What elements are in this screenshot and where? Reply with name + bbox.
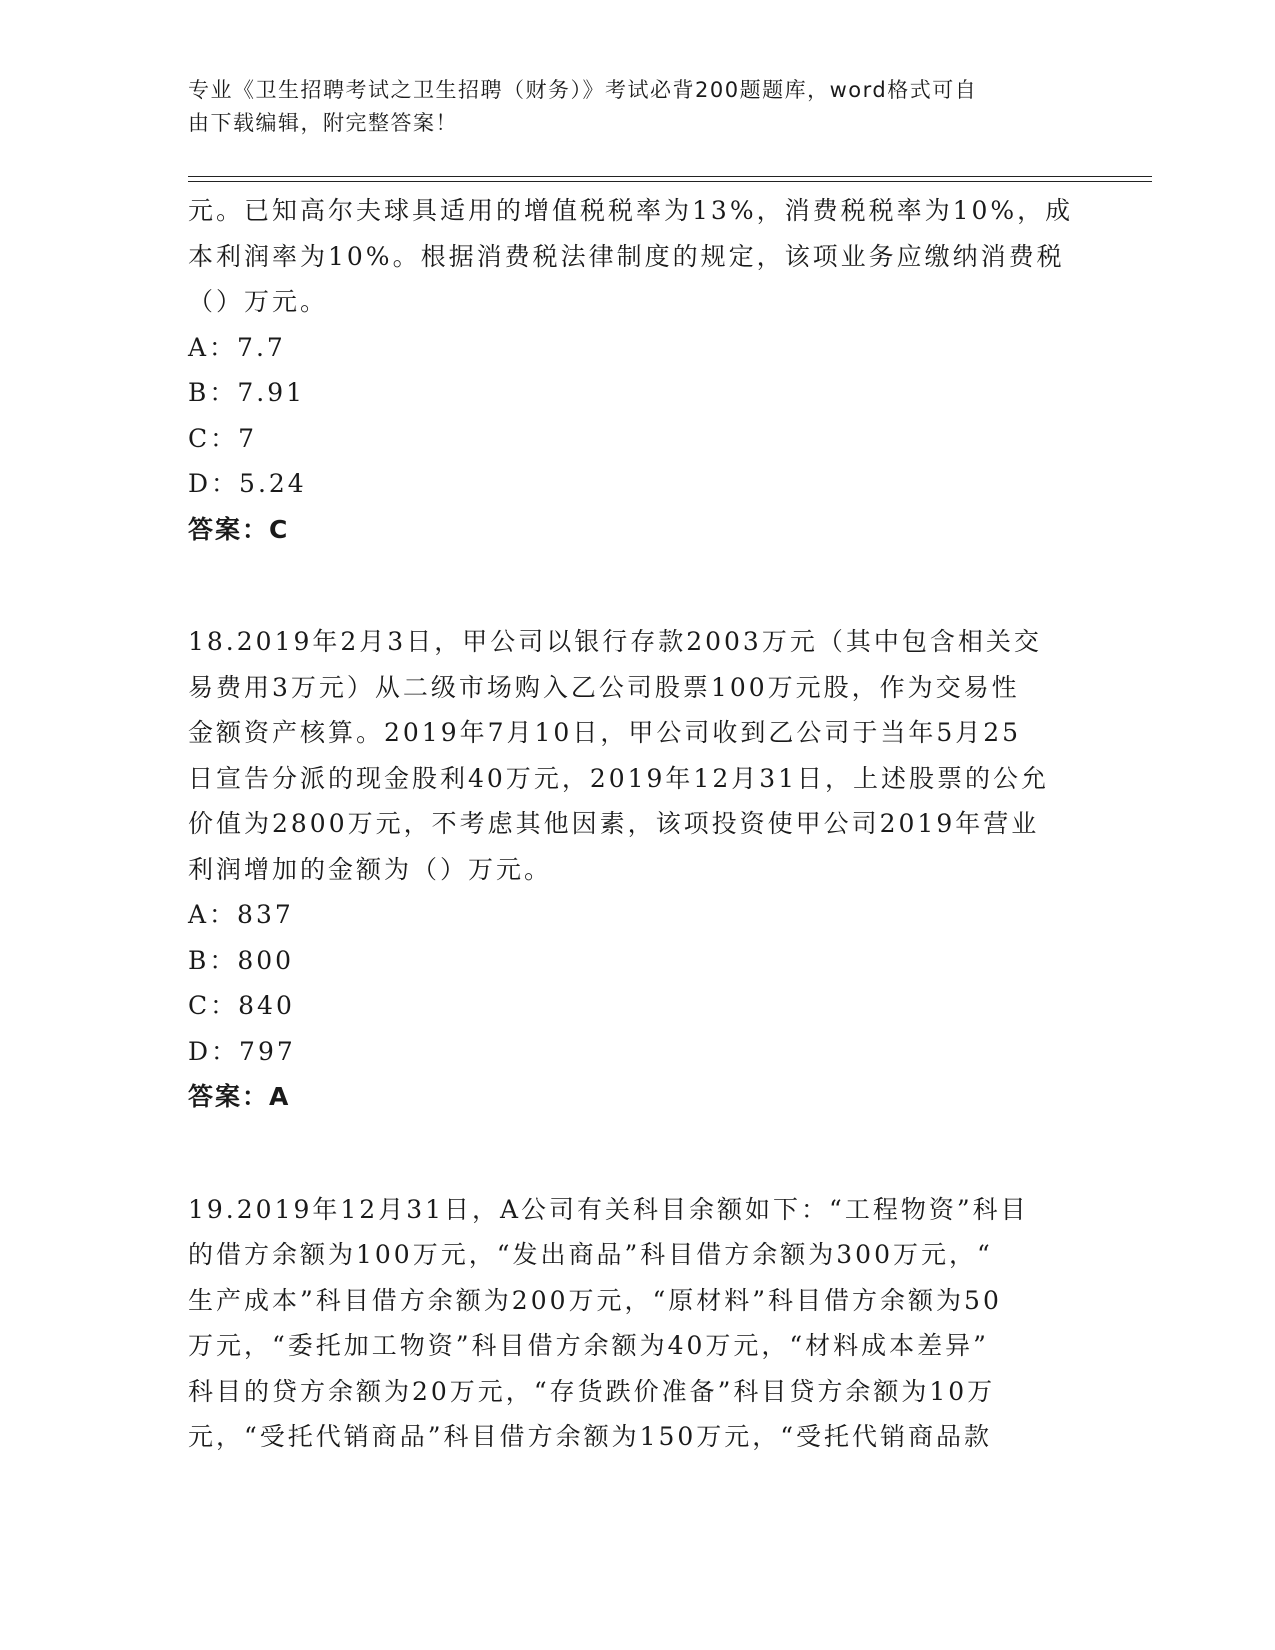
question-18-stem-line: 价值为2800万元，不考虑其他因素，该项投资使甲公司2019年营业 (188, 809, 1040, 838)
question-18 (188, 619, 1088, 1120)
question-18-answer: 答案：A (188, 1082, 291, 1111)
question-19 (188, 1187, 1088, 1460)
question-18-option-c: C：840 (188, 991, 295, 1020)
question-17-answer: 答案：C (188, 514, 290, 544)
header-title-line-2: 由下载编辑，附完整答案！ (188, 111, 458, 135)
document-header (188, 74, 1068, 140)
question-18-stem-line: 日宣告分派的现金股利40万元，2019年12月31日，上述股票的公允 (188, 763, 1050, 793)
question-18-option-a: A：837 (188, 900, 294, 929)
question-17-stem-line: 本利润率为10%。根据消费税法律制度的规定，该项业务应缴纳消费税 (188, 241, 1065, 271)
question-18-stem-line: 易费用3万元）从二级市场购入乙公司股票100万元股，作为交易性 (188, 672, 1020, 702)
question-17-option-b: B：7.91 (188, 378, 306, 407)
question-17-stem-line: （）万元。 (188, 287, 329, 316)
question-17-option-d: D：5.24 (188, 469, 307, 498)
question-18-stem-line: 18.2019年2月3日，甲公司以银行存款2003万元（其中包含相关交 (188, 627, 1042, 656)
question-18-option-b: B：800 (188, 945, 295, 975)
question-19-stem-line: 的借方余额为100万元，“发出商品”科目借方余额为300万元，“ (188, 1240, 993, 1269)
question-19-stem-line: 科目的贷方余额为20万元，“存货跌价准备”科目贷方余额为10万 (188, 1376, 996, 1406)
question-17 (188, 188, 1088, 552)
question-17-stem-line: 元。已知高尔夫球具适用的增值税税率为13%，消费税税率为10%，成 (188, 196, 1074, 225)
question-19-stem-line: 19.2019年12月31日，A公司有关科目余额如下：“工程物资”科目 (188, 1194, 1029, 1224)
question-19-stem-line: 生产成本”科目借方余额为200万元，“原材料”科目借方余额为50 (188, 1285, 1002, 1315)
question-18-stem-line: 金额资产核算。2019年7月10日，甲公司收到乙公司于当年5月25 (188, 718, 1022, 747)
document-body (188, 188, 1088, 1460)
question-17-option-c: C：7 (188, 423, 258, 453)
question-19-stem-line: 万元，“委托加工物资”科目借方余额为40万元，“材料成本差异” (188, 1331, 989, 1360)
question-18-option-d: D：797 (188, 1036, 296, 1066)
question-18-stem-line: 利润增加的金额为（）万元。 (188, 854, 553, 884)
header-title-line-1: 专业《卫生招聘考试之卫生招聘（财务）》考试必背200题题库，word格式可自 (188, 78, 978, 102)
question-17-option-a: A：7.7 (188, 332, 286, 362)
question-19-stem-line: 元，“受托代销商品”科目借方余额为150万元，“受托代销商品款 (188, 1422, 993, 1451)
question-spacer (188, 1120, 1088, 1187)
question-spacer (188, 552, 1088, 619)
header-divider (188, 176, 1152, 182)
